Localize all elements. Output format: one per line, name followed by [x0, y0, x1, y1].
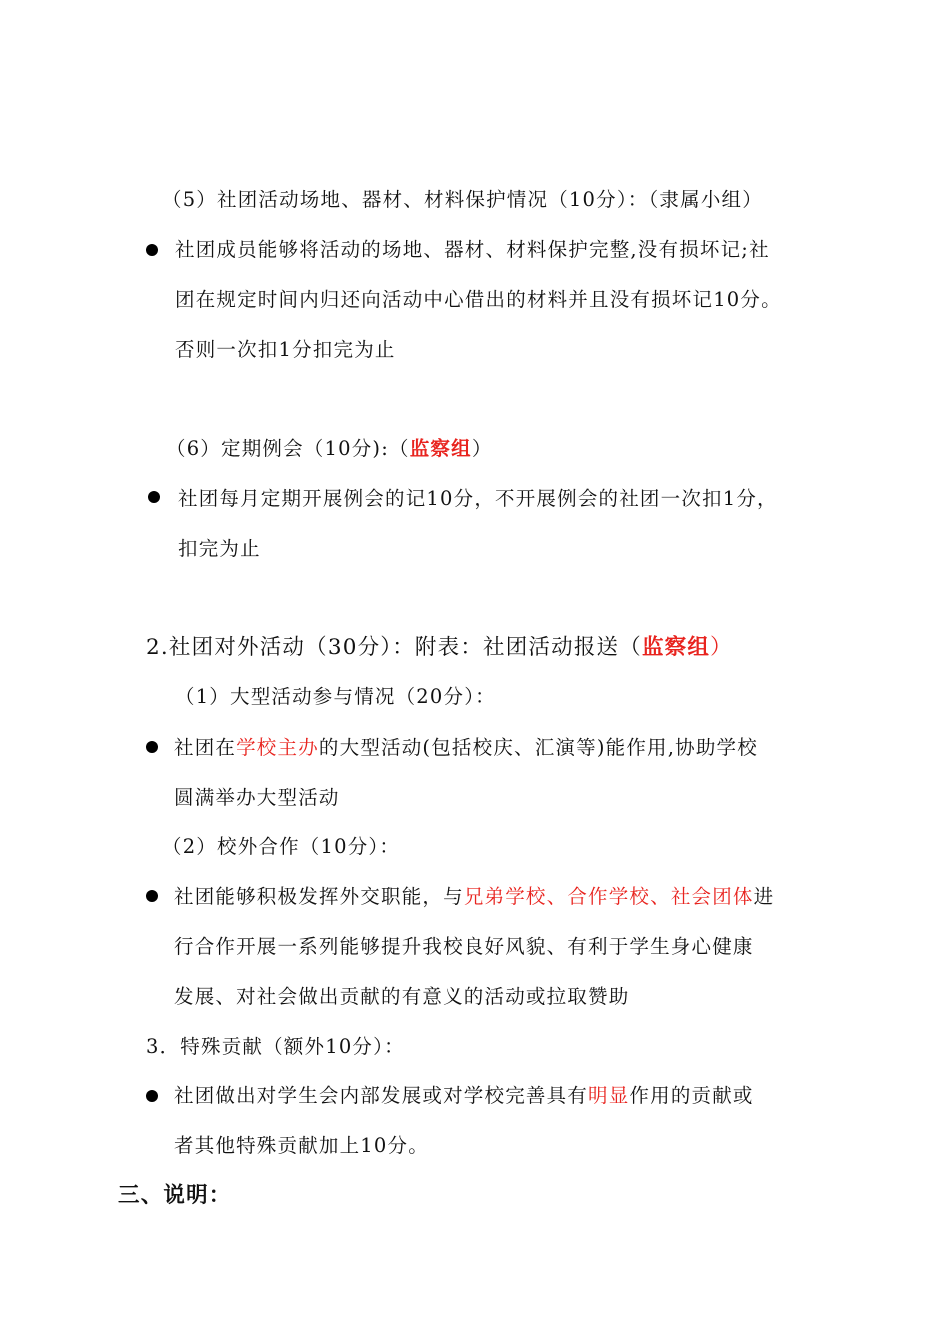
item2-1-body-part-a: 社团在	[174, 736, 237, 759]
section2-heading-part-b: ）	[710, 635, 733, 660]
item6-body-line1: 社团每月定期开展例会的记10分，不开展例会的社团一次扣1分，	[178, 487, 778, 510]
section3-heading: 3．特殊贡献（额外10分）：	[146, 1035, 405, 1058]
item5-body-line2: 团在规定时间内归还向活动中心借出的材料并且没有损坏记10分。	[175, 288, 782, 311]
item2-2-body-line1	[174, 883, 774, 911]
inspection-group-label: 监察组	[409, 437, 472, 460]
item2-1-body-line1	[174, 734, 758, 762]
partner-schools-highlight: 兄弟学校、合作学校、社会团体	[463, 885, 754, 908]
bullet-icon	[148, 491, 160, 503]
section3-body-part-a: 社团做出对学生会内部发展或对学校完善具有	[174, 1084, 589, 1107]
item2-1-body-line2: 圆满举办大型活动	[174, 786, 340, 809]
item6-heading-part-b: ）	[471, 437, 493, 460]
school-hosted-highlight: 学校主办	[236, 736, 319, 759]
item2-2-body-part-b: 进	[753, 885, 775, 908]
bullet-icon	[146, 1090, 158, 1102]
section2-heading	[146, 634, 733, 662]
section3-body-line2: 者其他特殊贡献加上10分。	[174, 1134, 429, 1157]
obvious-highlight: 明显	[588, 1084, 630, 1107]
section3-body-part-b: 作用的贡献或	[629, 1084, 754, 1107]
section3-body-line1	[174, 1082, 754, 1110]
item2-2-heading: （2）校外合作（10分）：	[162, 835, 401, 858]
item2-2-body-part-a: 社团能够积极发挥外交职能，与	[174, 885, 464, 908]
section2-heading-part-a: 2.社团对外活动（30分）：附表：社团活动报送（	[146, 635, 642, 660]
item2-2-body-line3: 发展、对社会做出贡献的有意义的活动或拉取赞助	[174, 985, 630, 1008]
item2-1-body-part-b: 的大型活动(包括校庆、汇演等)能作用,协助学校	[318, 736, 758, 759]
item6-heading-part-a: （6）定期例会（10分):（	[166, 437, 410, 460]
item2-2-body-line2: 行合作开展一系列能够提升我校良好风貌、有利于学生身心健康	[174, 935, 754, 958]
item2-1-heading: （1）大型活动参与情况（20分）：	[175, 685, 496, 708]
item5-body-line3: 否则一次扣1分扣完为止	[175, 338, 396, 361]
explanation-heading: 三、说明：	[118, 1183, 232, 1208]
item6-heading	[166, 435, 493, 463]
item5-body-line1: 社团成员能够将活动的场地、器材、材料保护完整,没有损坏记;社	[175, 238, 770, 261]
item6-body-line2: 扣完为止	[178, 537, 261, 560]
item5-heading: （5）社团活动场地、器材、材料保护情况（10分）：（隶属小组）	[162, 188, 763, 211]
bullet-icon	[146, 244, 158, 256]
bullet-icon	[146, 741, 158, 753]
bullet-icon	[146, 890, 158, 902]
inspection-group-label: 监察组	[641, 635, 711, 660]
